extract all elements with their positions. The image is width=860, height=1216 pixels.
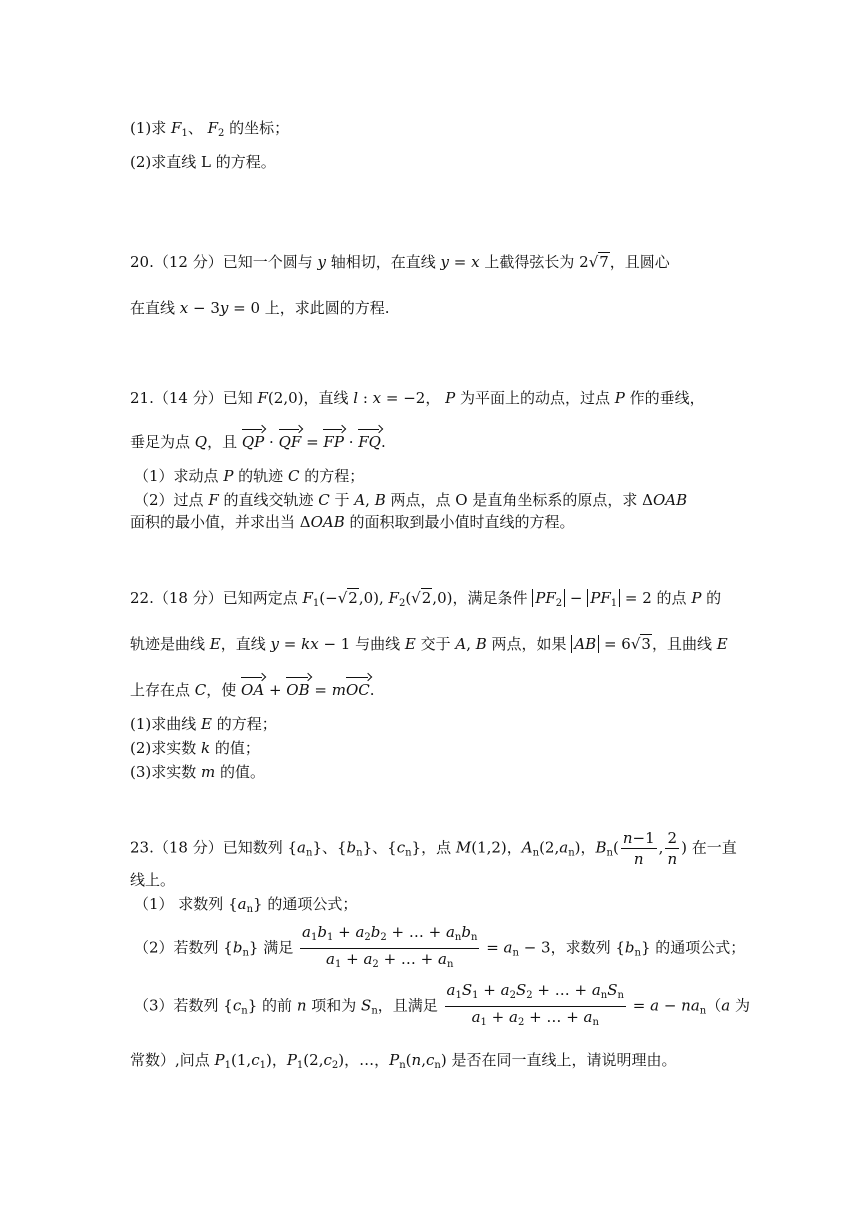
p21-statement-line-1: 21.（14 分）已知 F(2,0)，直线 l : x = −2， P 为平面上的动点，过点 P 作的垂线， — [130, 389, 705, 407]
p21-question-2-line-2: 面积的最小值，并求出当 ΔOAB 的面积取到最小值时直线的方程。 — [130, 513, 575, 531]
p20-number: 20. — [130, 253, 154, 271]
p22-number: 22. — [130, 589, 154, 607]
p19-question-2: (2)求直线 L 的方程。 — [130, 153, 276, 171]
p22-question-1: (1)求曲线 E 的方程； — [130, 715, 277, 733]
p20-score: （12 分） — [153, 253, 223, 271]
p22-statement-line-2: 轨迹是曲线 E，直线 y = kx − 1 与曲线 E 交于 A, B 两点，如果 AB = 6√3，且曲线 E — [130, 635, 728, 653]
p22-question-3: (3)求实数 m 的值。 — [130, 763, 266, 781]
p21-statement-line-2: 垂足为点 Q，且 QP · QF = FP · FQ. — [130, 433, 386, 451]
p21-score: （14 分） — [153, 389, 223, 407]
p21-number: 21. — [130, 389, 154, 407]
p22-statement-line-3: 上存在点 C，使 OA + OB = mOC. — [130, 681, 375, 699]
p20-statement-line-2: 在直线 x − 3y = 0 上，求此圆的方程. — [130, 299, 390, 317]
p21-question-2-line-1: （2）过点 F 的直线交轨迹 C 于 A, B 两点，点 O 是直角坐标系的原点，求 ΔOAB — [134, 491, 688, 509]
p22-score: （18 分） — [153, 589, 223, 607]
p23-score: （18 分） — [153, 838, 223, 857]
p21-question-1: （1）求动点 P 的轨迹 C 的方程； — [134, 467, 365, 485]
p22-question-2: (2)求实数 k 的值； — [130, 739, 260, 757]
p23-number: 23. — [130, 838, 154, 857]
p20-statement-line-1: 20.（12 分）已知一个圆与 y 轴相切，在直线 y = x 上截得弦长为 2√7，且圆心 — [130, 253, 670, 271]
p22-statement-line-1: 22.（18 分）已知两定点 $F_1(-√2,0)$, $F_2(√2,0)$，满足条件 $PF_2 - PF_1 = 2$ 的点 P 的 — [130, 589, 722, 609]
p23-statement-line-2: 线上。 — [130, 871, 176, 889]
p23-question-3-line-2: 常数）,问点 $P_1(1,c_1)$，$P_1(2,c_2)$，…，$P_n(n,c_n)$ 是否在同一直线上，请说明理由。 — [130, 1051, 677, 1071]
p23-statement-line-1: 23.（18 分）已知数列 $\{a_n\}$、$\{b_n\}$、$\{c_n\}$，点 M(1,2)，$A_n(2,a_n)$，$B_n$( $\frac{n-1}{n}$ , $\frac{2}{n}$ ) 在一直 — [130, 829, 737, 868]
p23-question-3-line-1: （3）若数列 $\{c_n\}$ 的前 n 项和为 $S_n$，且满足 $\frac{a_1S_1 + a_2S_2 + \dots + a_nS_n}{a_1 + a_2 + \dots + a_n}$ = $a - na_n(a$ 为 — [134, 981, 750, 1028]
p23-question-1: （1） 求数列 $\{a_n\}$ 的通项公式； — [134, 895, 358, 915]
p19-question-1: (1)求 $F_1$、 $F_2$ 的坐标； — [130, 119, 290, 139]
p23-question-2: （2）若数列 $\{b_n\}$ 满足 $\frac{a_1b_1 + a_2b_2 + \dots + a_nb_n}{a_1 + a_2 + \dots + a_n}$ = $a_n - 3$，求数列 $\{b_n\}$ 的通项公式； — [134, 923, 746, 970]
